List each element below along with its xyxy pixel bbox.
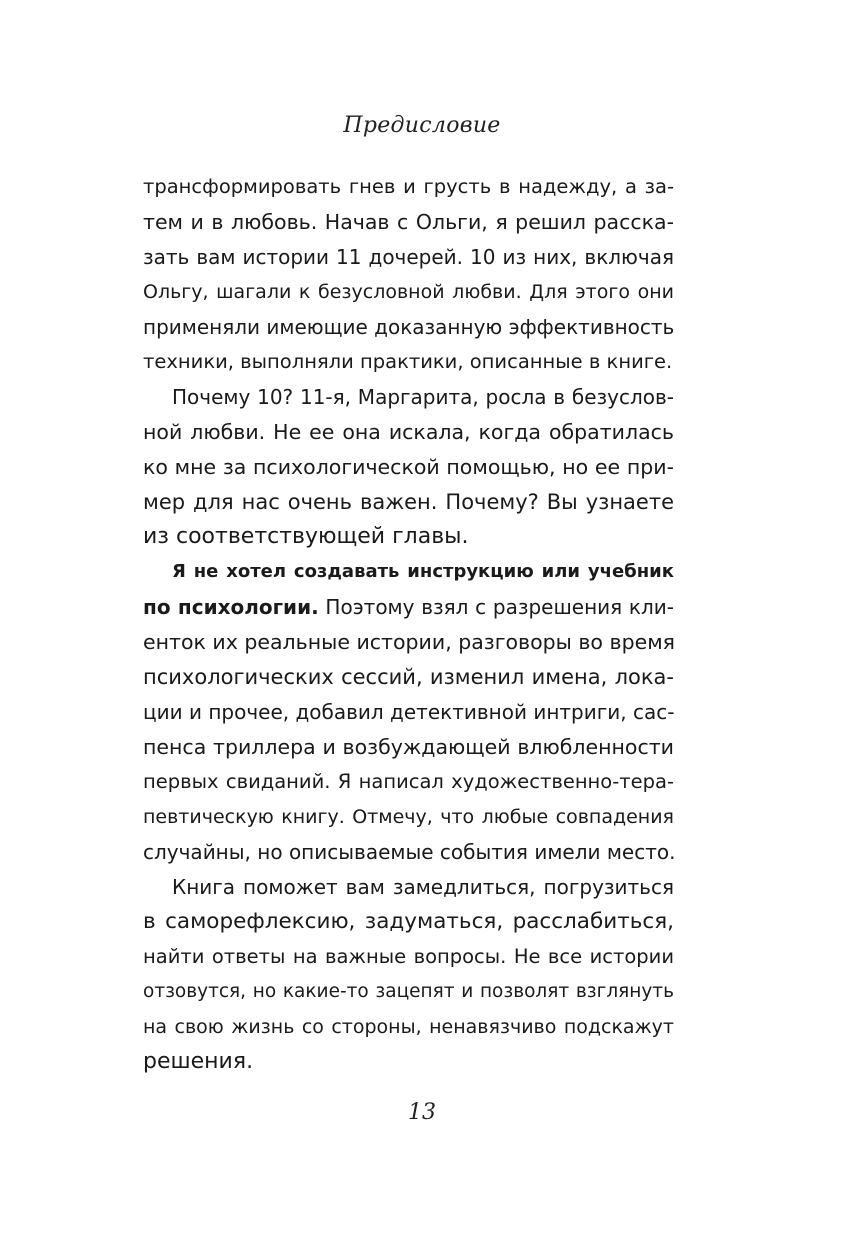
text-line: случайны, но описываемые события имели место.: [143, 840, 676, 864]
text-line: ной любви. Не ее она искала, когда обратилась: [143, 420, 674, 444]
text-line: зать вам истории 11 дочерей. 10 из них, включая: [143, 245, 674, 269]
text-line: отзовутся, но какие-то зацепят и позволят взглянуть: [143, 981, 674, 1002]
text-line: из соответствующей главы.: [143, 524, 469, 549]
text-line: ции и прочее, добавил детективной интриги, сас-: [143, 700, 675, 724]
text-line: мер для нас очень важен. Почему? Вы узнаете: [143, 490, 674, 514]
bold-text-line: Я не хотел создавать инструкцию или учебник: [172, 561, 674, 582]
bold-text-span: по психологии.: [143, 595, 319, 619]
text-line: применяли имеющие доказанную эффективность: [143, 315, 675, 339]
page-number: 13: [408, 1100, 436, 1125]
text-span: Поэтому взял с разрешения кли-: [318, 595, 674, 619]
text-line: Книга поможет вам замедлиться, погрузиться: [172, 875, 674, 899]
text-line: тем и в любовь. Начав с Ольги, я решил расска-: [143, 210, 674, 234]
text-line: на свою жизнь со стороны, ненавязчиво подскажут: [143, 1016, 674, 1038]
text-line: певтическую книгу. Отмечу, что любые совпадения: [143, 806, 674, 828]
text-line: пенса триллера и возбуждающей влюбленности: [143, 735, 674, 759]
text-line: в саморефлексию, задуматься, расслабиться,: [143, 909, 674, 934]
text-line: Почему 10? 11-я, Маргарита, росла в безуслов-: [172, 385, 674, 409]
text-line: найти ответы на важные вопросы. Не все истории: [143, 945, 674, 968]
text-line: решения.: [143, 1049, 254, 1074]
text-line: техники, выполняли практики, описанные в книге.: [143, 350, 673, 373]
text-line: ко мне за психологической помощью, но ее при-: [143, 455, 674, 479]
text-line: Ольгу, шагали к безусловной любви. Для этого они: [143, 281, 674, 303]
text-line: енток их реальные истории, разговоры во время: [143, 630, 675, 654]
text-line: первых свиданий. Я написал художественно-тера-: [143, 770, 674, 793]
mixed-text-line: [143, 587, 674, 627]
running-head: Предисловие: [343, 113, 501, 138]
text-line: психологических сессий, изменил имена, лока-: [143, 665, 674, 689]
text-line: трансформировать гнев и грусть в надежду, а за-: [143, 175, 674, 198]
